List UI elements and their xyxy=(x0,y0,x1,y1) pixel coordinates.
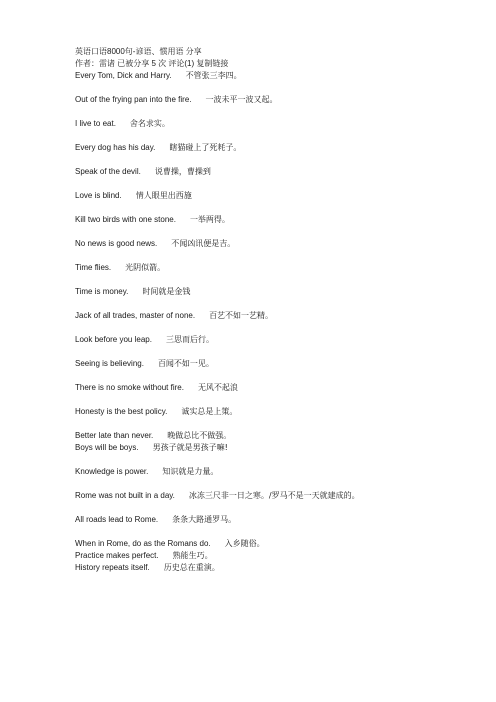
proverb-zh: 条条大路通罗马。 xyxy=(172,515,237,524)
proverb-zh: 不闻凶讯便是吉。 xyxy=(171,239,236,248)
document-title: 英语口语8000句-谚语、惯用语 分享 xyxy=(75,47,202,56)
proverb-en: Time is money. xyxy=(75,287,129,296)
proverb-zh: 男孩子就是男孩子嘛! xyxy=(152,443,228,452)
proverb-en: All roads lead to Rome. xyxy=(75,515,159,524)
proverb-en: Boys will be boys. xyxy=(75,443,139,452)
proverb-en: Better late than never. xyxy=(75,431,154,440)
proverb-line xyxy=(75,382,475,394)
proverb-zh: 不管张三李四。 xyxy=(185,71,242,80)
proverb-en: When in Rome, do as the Romans do. xyxy=(75,539,211,548)
proverb-en: Love is blind. xyxy=(75,191,122,200)
proverb-en: Knowledge is power. xyxy=(75,467,149,476)
proverb-line xyxy=(75,286,475,298)
proverb-line xyxy=(75,70,475,82)
proverb-en: No news is good news. xyxy=(75,239,158,248)
proverb-en: I live to eat. xyxy=(75,119,116,128)
proverb-line xyxy=(75,406,475,418)
proverb-en: Every dog has his day. xyxy=(75,143,156,152)
proverb-line xyxy=(75,94,475,106)
author-meta: 作者：雷诸 已被分享 5 次 评论(1) 复制链接 xyxy=(75,59,229,68)
proverb-en: Practice makes perfect. xyxy=(75,551,159,560)
proverb-zh: 诚实总是上策。 xyxy=(181,407,238,416)
proverb-zh: 说曹操，曹操到 xyxy=(154,167,211,176)
proverb-zh: 晚做总比不做强。 xyxy=(167,431,232,440)
proverb-en: Rome was not built in a day. xyxy=(75,491,175,500)
proverb-line xyxy=(75,190,475,202)
proverb-zh: 百艺不如一艺精。 xyxy=(209,311,274,320)
proverb-zh: 光阴似箭。 xyxy=(125,263,166,272)
proverb-en: Jack of all trades, master of none. xyxy=(75,311,196,320)
proverb-line xyxy=(75,214,475,226)
proverb-en: Speak of the devil. xyxy=(75,167,141,176)
proverb-en: Look before you leap. xyxy=(75,335,152,344)
proverb-line xyxy=(75,166,475,178)
proverb-zh: 无风不起浪 xyxy=(197,383,238,392)
proverb-zh: 一波未平一波又起。 xyxy=(205,95,278,104)
proverb-zh: 三思而后行。 xyxy=(165,335,214,344)
proverb-en: Out of the frying pan into the fire. xyxy=(75,95,192,104)
proverb-zh: 历史总在重演。 xyxy=(163,563,220,572)
proverb-line xyxy=(75,538,475,550)
proverb-line xyxy=(75,442,475,454)
proverb-line xyxy=(75,550,475,562)
proverb-line xyxy=(75,142,475,154)
proverb-en: Time flies. xyxy=(75,263,112,272)
document-body xyxy=(75,46,475,574)
proverb-line xyxy=(75,334,475,346)
proverb-line xyxy=(75,262,475,274)
proverb-zh: 一举两得。 xyxy=(189,215,230,224)
proverb-line xyxy=(75,466,475,478)
proverb-line xyxy=(75,562,475,574)
proverb-zh: 熟能生巧。 xyxy=(172,551,213,560)
proverb-line xyxy=(75,490,475,502)
proverb-zh: 舍名求实。 xyxy=(129,119,170,128)
proverb-line xyxy=(75,238,475,250)
proverb-zh: 百闻不如一见。 xyxy=(157,359,214,368)
proverb-en: Seeing is believing. xyxy=(75,359,144,368)
proverb-line xyxy=(75,514,475,526)
proverb-en: There is no smoke without fire. xyxy=(75,383,184,392)
proverb-en: Kill two birds with one stone. xyxy=(75,215,176,224)
proverb-en: Every Tom, Dick and Harry. xyxy=(75,71,172,80)
proverb-en: History repeats itself. xyxy=(75,563,150,572)
proverb-zh: 冰冻三尺非一日之寒。/罗马不是一天就建成的。 xyxy=(188,491,360,500)
proverb-zh: 知识就是力量。 xyxy=(162,467,219,476)
proverb-line xyxy=(75,118,475,130)
proverb-en: Honesty is the best policy. xyxy=(75,407,168,416)
proverb-line xyxy=(75,430,475,442)
proverb-zh: 情人眼里出西施 xyxy=(135,191,192,200)
proverb-line xyxy=(75,310,475,322)
proverb-line xyxy=(75,358,475,370)
proverb-zh: 瞎猫碰上了死耗子。 xyxy=(169,143,242,152)
proverb-zh: 入乡随俗。 xyxy=(224,539,265,548)
proverb-zh: 时间就是金钱 xyxy=(142,287,191,296)
